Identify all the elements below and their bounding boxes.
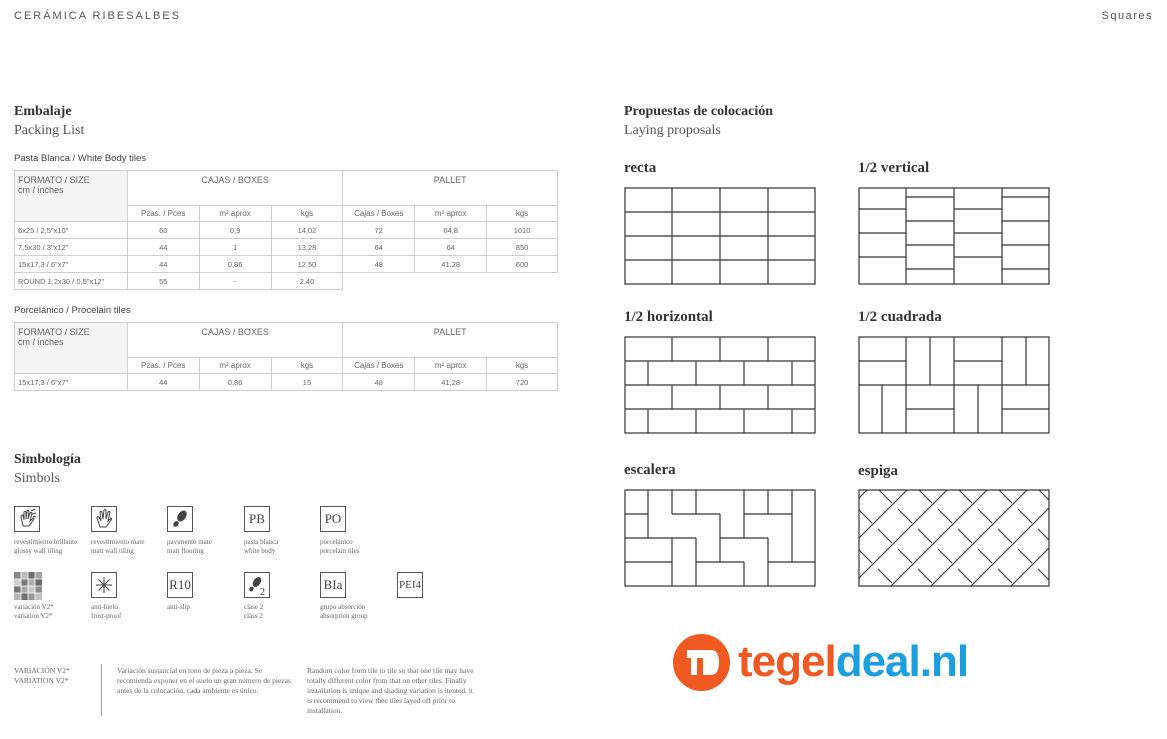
table-cell: 0,86 <box>199 374 271 391</box>
bia-icon: BIa <box>320 572 346 598</box>
sub-header: m² aprox <box>199 206 271 222</box>
table-row <box>15 256 558 273</box>
table-cell: 48 <box>343 374 415 391</box>
pattern-escalera <box>624 489 816 587</box>
symbols-title-en: Simbols <box>14 471 60 486</box>
collection-name: Squares <box>1101 10 1153 22</box>
table-cell: 7,5x30 / 3"x12" <box>15 239 128 256</box>
pattern-half-vertical <box>858 187 1050 285</box>
symbol-label: revestimiento brillante glossy wall tiling <box>14 538 78 555</box>
table-cell: 41,28 <box>415 256 487 273</box>
table-cell: 44 <box>127 374 199 391</box>
logo-mark <box>673 634 730 691</box>
symbol-label: pasta blanca white body <box>244 538 279 555</box>
symbol-label: variación V2* variation V2* <box>14 603 54 620</box>
laying-title-es: Propuestas de colocación <box>624 104 774 119</box>
glossy-wall-icon <box>14 506 40 532</box>
sub-header: Cajas / Boxes <box>343 206 415 222</box>
matt-floor-icon <box>167 506 193 532</box>
symbol-label: revestimiento mate matt wall tiling <box>91 538 145 555</box>
table-cell: 15 <box>271 374 343 391</box>
logo-part-2: deal.nl <box>835 637 969 686</box>
table-cell: 12,50 <box>271 256 343 273</box>
table-cell: 850 <box>487 239 558 256</box>
sub-header: m² aprox <box>415 358 487 374</box>
symbol-label: grupo absorción absorption group <box>320 603 368 620</box>
boxes-header: CAJAS / BOXES <box>127 171 343 206</box>
format-header: FORMATO / SIZE cm / inches <box>15 323 128 374</box>
packing-title-es: Embalaje <box>14 104 72 119</box>
symbol-label: pavimento mate matt flooring <box>167 538 212 555</box>
symbol-label: anti-hielo frost-proof <box>91 603 122 620</box>
table-cell: 15x17,3 / 6"x7" <box>15 256 128 273</box>
table-cell: 600 <box>487 256 558 273</box>
table-cell: 15x17,3 / 6"x7" <box>15 374 128 391</box>
pb-icon: PB <box>244 506 270 532</box>
r10-icon: R10 <box>167 572 193 598</box>
pattern-recta <box>624 187 816 285</box>
packing-title-en: Packing List <box>14 123 85 138</box>
table-cell: 6x25 / 2,5"x10" <box>15 222 128 239</box>
sub-header: m² aprox <box>415 206 487 222</box>
pattern-half-square <box>858 336 1050 434</box>
table-cell: 48 <box>343 256 415 273</box>
variation-label: VARIACIÓN V2* VARIATION V2* <box>14 666 70 685</box>
sub-header: m² aprox <box>199 358 271 374</box>
sub-header: kgs <box>271 206 343 222</box>
pei4-icon: PEI4 <box>397 572 423 598</box>
frost-icon <box>91 572 117 598</box>
pattern-title: escalera <box>624 462 676 478</box>
porcelain-table <box>14 322 558 391</box>
table-cell <box>487 273 558 290</box>
table-cell: 64,8 <box>415 222 487 239</box>
table-row <box>15 374 558 391</box>
table-row <box>15 222 558 239</box>
svg-text:2: 2 <box>260 587 265 597</box>
table-row <box>15 273 558 290</box>
table-cell: 64 <box>343 239 415 256</box>
table-cell: 14,02 <box>271 222 343 239</box>
table-cell: 55 <box>127 273 199 290</box>
table-cell: - <box>199 273 271 290</box>
format-header: FORMATO / SIZE cm / inches <box>15 171 128 222</box>
sub-header: kgs <box>487 206 558 222</box>
variation-icon <box>14 572 40 598</box>
table-cell: 0,86 <box>199 256 271 273</box>
symbols-title-es: Simbología <box>14 452 81 467</box>
class-2-icon <box>244 572 270 598</box>
table-cell: 44 <box>127 239 199 256</box>
laying-title-en: Laying proposals <box>624 123 721 138</box>
table-row <box>15 239 558 256</box>
variation-divider <box>101 664 102 716</box>
sub-header: kgs <box>271 358 343 374</box>
sub-header: Cajas / Boxes <box>343 358 415 374</box>
pattern-title: 1/2 cuadrada <box>858 309 942 325</box>
white-body-label: Pasta Blanca / White Body tiles <box>14 153 147 164</box>
logo-text <box>738 634 968 690</box>
table-cell: 60 <box>127 222 199 239</box>
table-cell: 44 <box>127 256 199 273</box>
symbol-label: clase 2 class 2 <box>244 603 264 620</box>
table-cell: ROUND 1,2x30 / 0,5"x12" <box>15 273 128 290</box>
table-cell: 1 <box>199 239 271 256</box>
po-icon: PO <box>320 506 346 532</box>
matt-wall-icon <box>91 506 117 532</box>
pattern-title: espiga <box>858 463 899 479</box>
table-cell: 72 <box>343 222 415 239</box>
sub-header: Pzas. / Pces <box>127 206 199 222</box>
table-cell: 720 <box>487 374 558 391</box>
table-cell: 41,28 <box>415 374 487 391</box>
pattern-half-horizontal <box>624 336 816 434</box>
variation-text-es: Variación sustancial en tono de pieza a pieza. Se recomienda exponer en el suelo un gran número de piezas antes de la colocación, cada ambiente es único. <box>117 666 291 695</box>
table-cell: 0,9 <box>199 222 271 239</box>
symbol-label: anti-slip <box>167 603 190 611</box>
table-cell: 2,40 <box>271 273 343 290</box>
pattern-title: recta <box>624 160 657 176</box>
sub-header: Pzas. / Pces <box>127 358 199 374</box>
symbol-label: porcelánico porcelain tiles <box>320 538 360 555</box>
pattern-espiga <box>858 489 1050 587</box>
table-cell: 64 <box>415 239 487 256</box>
sub-header: kgs <box>487 358 558 374</box>
table-cell: 1010 <box>487 222 558 239</box>
pallet-header: PALLET <box>343 323 558 358</box>
white-body-table <box>14 170 558 290</box>
variation-text-en: Random color from tile to tile so that one tile may have totally different color from that on other tiles. Finally installation is unique and shading variation is itented, it is recommend to view thee tiles layed off prior to installation. <box>307 666 474 715</box>
pattern-title: 1/2 vertical <box>858 160 930 176</box>
brand-name: CERÁMICA RIBESALBES <box>14 10 181 22</box>
boxes-header: CAJAS / BOXES <box>127 323 343 358</box>
table-cell <box>343 273 415 290</box>
logo-part-1: tegel <box>738 637 836 686</box>
porcelain-label: Porcelánico / Procelain tiles <box>14 305 131 316</box>
table-cell: 13,28 <box>271 239 343 256</box>
pallet-header: PALLET <box>343 171 558 206</box>
table-cell <box>415 273 487 290</box>
pattern-title: 1/2 horizontal <box>624 309 713 325</box>
